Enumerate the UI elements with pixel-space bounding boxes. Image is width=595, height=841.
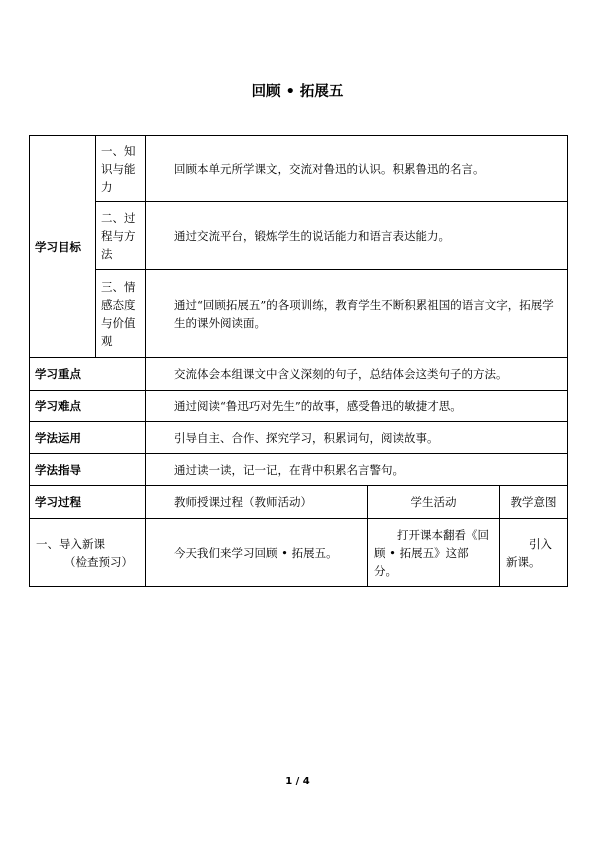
objective-label-2: 二、过程与方法 xyxy=(96,202,146,270)
process-teacher-activity: 今天我们来学习回顾 • 拓展五。 xyxy=(146,519,368,587)
objective-text-1: 回顾本单元所学课文，交流对鲁迅的认识。积累鲁迅的名言。 xyxy=(146,136,568,202)
method-guide-header: 学法指导 xyxy=(30,454,146,486)
difficulty-text: 通过阅读“鲁迅巧对先生”的故事，感受鲁迅的敏捷才思。 xyxy=(146,391,568,422)
page-title: 回顾 • 拓展五 xyxy=(251,84,344,100)
method-use-header: 学法运用 xyxy=(30,422,146,454)
key-point-header: 学习重点 xyxy=(30,358,146,391)
method-guide-text: 通过读一读，记一记，在背中积累名言警句。 xyxy=(146,454,568,486)
objective-row-3 xyxy=(30,270,568,358)
key-point-row xyxy=(30,358,568,391)
lesson-plan-table xyxy=(29,135,568,587)
process-header: 学习过程 xyxy=(30,486,146,519)
process-student-activity: 打开课本翻看《回顾 • 拓展五》这部分。 xyxy=(368,519,500,587)
objective-label-3: 三、情感态度与价值观 xyxy=(96,270,146,358)
process-intent: 引入新课。 xyxy=(500,519,568,587)
objectives-header: 学习目标 xyxy=(30,136,96,358)
page-number: 1 / 4 xyxy=(285,776,310,787)
objective-text-2: 通过交流平台，锻炼学生的说话能力和语言表达能力。 xyxy=(146,202,568,270)
objective-row-2 xyxy=(30,202,568,270)
key-point-text: 交流体会本组课文中含义深刻的句子，总结体会这类句子的方法。 xyxy=(146,358,568,391)
objective-text-3: 通过“回顾拓展五”的各项训练，教育学生不断积累祖国的语言文字，拓展学生的课外阅读面。 xyxy=(146,270,568,358)
process-col-intent: 教学意图 xyxy=(500,486,568,519)
method-use-text: 引导自主、合作、探究学习，积累词句，阅读故事。 xyxy=(146,422,568,454)
process-col-teacher: 教师授课过程（教师活动） xyxy=(146,486,368,519)
process-col-student: 学生活动 xyxy=(368,486,500,519)
process-header-row xyxy=(30,486,568,519)
method-guide-row xyxy=(30,454,568,486)
objective-label-1: 一、知识与能力 xyxy=(96,136,146,202)
difficulty-row xyxy=(30,391,568,422)
objective-row-1 xyxy=(30,136,568,202)
process-step-note: （检查预习） xyxy=(64,554,133,569)
process-step-title: 一、导入新课 xyxy=(36,536,105,551)
difficulty-header: 学习难点 xyxy=(30,391,146,422)
process-row-1 xyxy=(30,519,568,587)
method-use-row xyxy=(30,422,568,454)
process-step-cell xyxy=(30,519,146,587)
